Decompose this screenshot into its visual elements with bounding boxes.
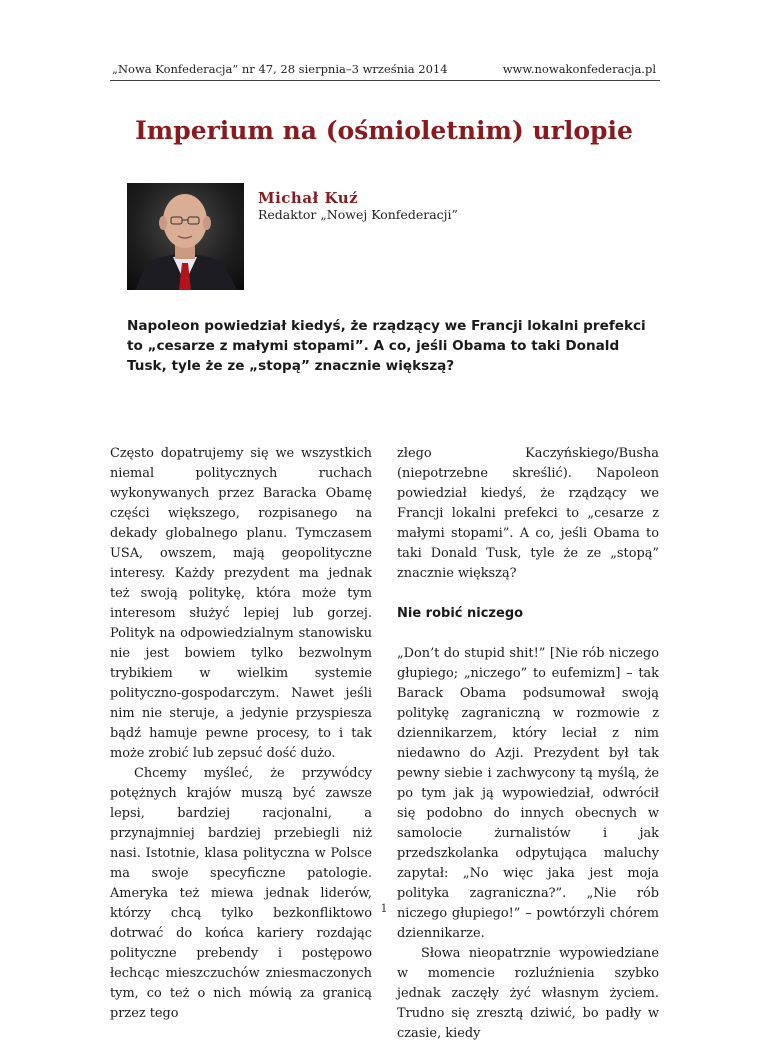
article-title: Imperium na (ośmioletnim) urlopie [135,116,633,145]
author-portrait-image [127,183,244,290]
author-name: Michał Kuź [258,189,359,207]
body-paragraph: „Don’t do stupid shit!” [Nie rób niczego głupiego; „niczego” to eufemizm] – tak Barack Obama podsumował swoją politykę zagraniczną w rozmowie z dziennikarzem, który leciał z nim niedawno do Azji. Prezydent był tak pewny siebie i zachwycony tą myślą, że po tym jak ją wypowiedział, odwrócił się podobno do innych obecnych w samolocie żurnalistów i jak przedszkolanka odpytująca maluchy zapytał: „No więc jaka jest moja polityka zagraniczna?”. „Nie rób niczego głupiego!” – powtórzyli chórem dziennikarze. [397,646,659,941]
body-paragraph: Chcemy myśleć, że przywódcy potężnych krajów muszą być zawsze lepsi, bardziej racjonalni, a przynajmniej bardziej przebiegli niż nasi. Istotnie, klasa polityczna w Polsce ma swoje specyficzne patologie. Ameryka też miewa jednak liderów, którzy chcą tylko bezkonfliktowo dotrwać do końca kariery rozdając polityczne prebendy i postępowo łechcąc mieszczuchów zniesmaczonych tym, co też o nich mówią za granicą przez tego [110,766,372,1021]
body-paragraph: Często dopatrujemy się we wszystkich niemal politycznych ruchach wykonywanych przez Baracka Obamę części większego, rozpisanego na dekady globalnego planu. Tymczasem USA, owszem, mają geopolityczne interesy. Każdy prezydent ma jednak też swoją politykę, która może tym interesom służyć lepiej lub gorzej. Polityk na odpowiedzialnym stanowisku nie jest bowiem tylko bezwolnym trybikiem w wielkim systemie polityczno-gospodarczym. Nawet jeśli nim nie steruje, a jedynie przyspiesza bądź hamuje pewne procesy, to i tak może zrobić lub zepsuć dość dużo. [110,446,372,761]
header-publication: „Nowa Konfederacja” nr 47, 28 sierpnia–3 września 2014 [112,62,448,76]
article-lead: Napoleon powiedział kiedyś, że rządzący we Francji lokalni prefekci to „cesarze z małymi stopami”. A co, jeśli Obama to taki Donald Tusk, tyle że ze „stopą” znacznie większą? [127,318,646,374]
header-divider [110,80,660,81]
body-paragraph: Słowa nieopatrznie wypowiedziane w momencie rozluźnienia szybko jednak zaczęły żyć własnym życiem. Trudno się zresztą dziwić, bo padły w czasie, kiedy [397,946,659,1041]
body-column-right [397,444,659,1044]
author-photo [127,183,244,290]
page-number: 1 [380,902,388,915]
body-paragraph: złego Kaczyńskiego/Busha (niepotrzebne skreślić). Napoleon powiedział kiedyś, że rządzący we Francji lokalni prefekci to „cesarze z małymi stopami”. A co, jeśli Obama to taki Donald Tusk, tyle że ze „stopą” znacznie większą? [397,446,659,581]
section-heading: Nie robić niczego [397,606,524,621]
header-website: www.nowakonfederacja.pl [502,62,656,76]
body-column-left [110,444,372,1024]
author-role: Redaktor „Nowej Konfederacji” [258,207,458,222]
